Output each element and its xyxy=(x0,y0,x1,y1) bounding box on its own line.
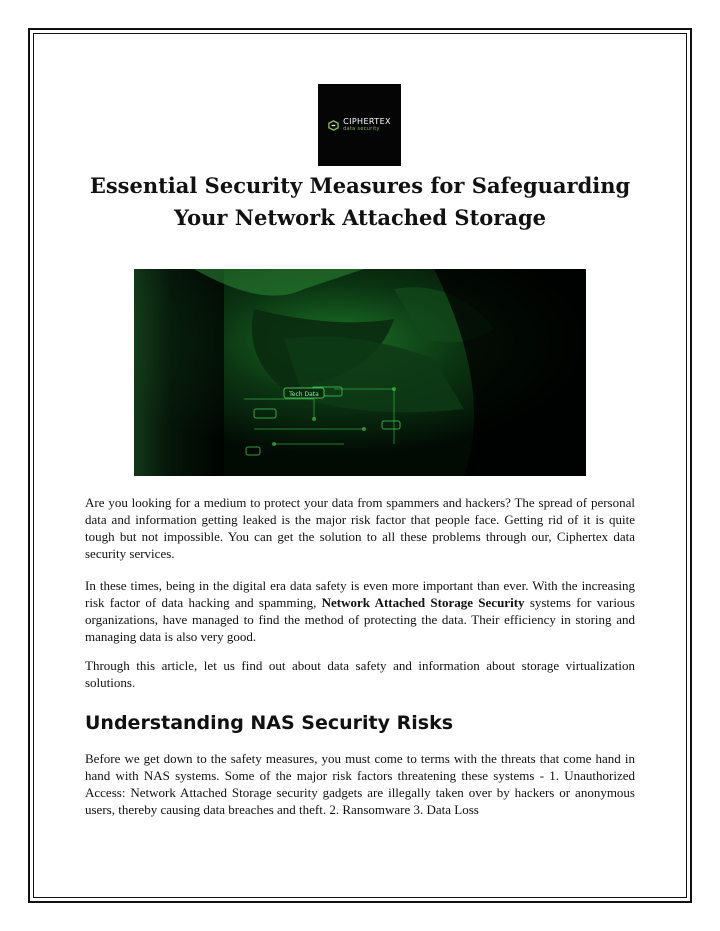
paragraph-intro: Are you looking for a medium to protect your data from spammers and hackers? The spread of personal data and information getting leaked is the major risk factor that people face. Getting rid of it is quite tough but not impossible. You can get the solution to all these problems through our, Ciphertex data security services. xyxy=(85,495,635,561)
paragraph-article-purpose: Through this article, let us find out about data safety and information about storage virtualization solutions. xyxy=(85,658,635,690)
ciphertex-logo xyxy=(318,84,401,166)
paragraph-digital-era-text-2: systems for various organizations, have managed to find the method of protecting the data. Their efficiency in storing and managing data is also very good. xyxy=(85,595,635,644)
title-line-2: Your Network Attached Storage xyxy=(173,205,546,230)
paragraph-digital-era xyxy=(85,577,635,645)
title-line-1: Essential Security Measures for Safeguarding xyxy=(89,173,631,198)
page-title xyxy=(60,170,660,234)
hacker-image-icon xyxy=(134,269,586,476)
logo-name: CIPHERTEX xyxy=(343,117,391,126)
hero-image xyxy=(134,269,586,476)
hero-button-label: Tech Data xyxy=(289,391,319,398)
section-heading: Understanding NAS Security Risks xyxy=(85,712,454,734)
paragraph-risks: Before we get down to the safety measures, you must come to terms with the threats that come hand in hand with NAS systems. Some of the major risk factors threatening these systems - 1. Unauthorized Access: Network Attached Storage security gadgets are illegally taken over by hackers or anonymous users, thereby causing data breaches and theft. 2. Ransomware 3. Data Loss xyxy=(85,751,635,817)
ciphertex-logo-icon xyxy=(328,120,339,131)
logo-tagline: data security xyxy=(343,126,380,132)
nas-security-link-text: Network Attached Storage Security xyxy=(321,595,525,610)
paragraph-digital-era-text-1: In these times, being in the digital era data safety is even more important than ever. With the increasing risk factor of data hacking and spamming, xyxy=(85,578,635,610)
